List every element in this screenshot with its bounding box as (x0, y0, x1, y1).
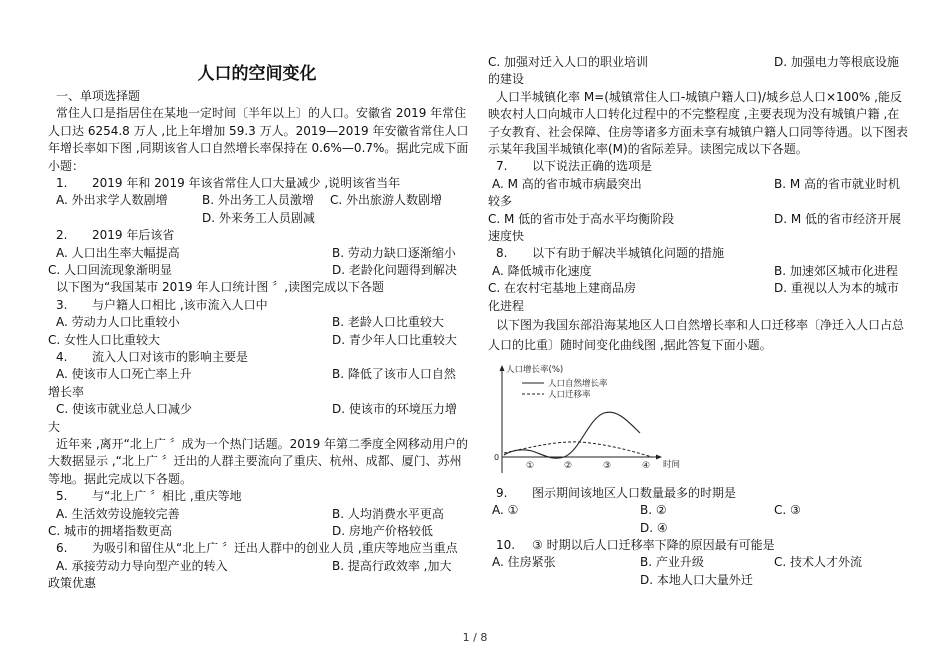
intro-line: 以下图为我国东部沿海某地区人口自然增长率和人口迁移率〔净迁入人口占总 (496, 317, 905, 332)
question-2 (48, 227, 466, 279)
question-number: 8. (496, 246, 508, 261)
question-3 (48, 297, 466, 349)
question-text: 以下有助于解决半城镇化问题的措施 (532, 246, 725, 261)
question-number: 1. (56, 176, 68, 191)
intro-line: 人口达 6254.8 万人 ,比上年增加 59.3 万人。2019—2019 年安徽省常住人口 (48, 123, 469, 138)
question-number: 10. (496, 538, 516, 553)
intro-line: 子女教育、社会保障、住房等诸多方面未享有城镇户籍人口同等待遇。以下图表 (488, 124, 909, 139)
question-5 (48, 488, 466, 540)
option-a[interactable]: A. 使该市人口死亡率上升 (56, 367, 192, 382)
option-b[interactable]: B. 产业升级 (640, 555, 704, 570)
option-c[interactable]: C. 城市的拥堵指数更高 (48, 523, 173, 538)
question-text: 以下说法正确的选项是 (532, 159, 653, 174)
option-d-continued[interactable]: 化进程 (488, 298, 525, 313)
intro-line: 人口半城镇化率 M=(城镇常住人口-城镇户籍人口)/城乡总人口×100% ,能反 (496, 89, 902, 104)
chart-canvas (492, 361, 692, 479)
option-b[interactable]: B. 降低了该市人口自然 (332, 367, 456, 382)
question-text: 与户籍人口相比 ,该市流入人口中 (92, 297, 268, 312)
option-c[interactable]: C. 外出旅游人数剧增 (330, 193, 443, 208)
option-d[interactable]: D. 老龄化问题得到解决 (332, 262, 457, 277)
question-text: 为吸引和留住从“北上广 〞迁出人群中的创业人员 ,重庆等地应当重点 (92, 541, 458, 556)
intro-line: 年增长率如下图 ,同期该省人口自然增长率保持在 0.6%—0.7%。据此完成下面 (48, 141, 469, 156)
section-heading: 一、单项选择题 (56, 89, 141, 103)
option-c[interactable]: C. 使该市就业总人口减少 (56, 402, 193, 417)
right-column (488, 0, 909, 589)
option-a[interactable]: A. 劳动力人口比重较小 (56, 315, 180, 330)
option-c[interactable]: C. M 低的省市处于高水平均衡阶段 (488, 211, 675, 226)
option-d-continued[interactable]: 速度快 (488, 228, 525, 243)
question-text: 2019 年和 2019 年该省常住人口大量减少 ,说明该省当年 (92, 176, 401, 191)
intro-growth-chart (488, 315, 904, 355)
option-a[interactable]: A. 承接劳动力导向型产业的转入 (56, 558, 228, 573)
option-c[interactable]: C. 人口回流现象渐明显 (48, 262, 173, 277)
intro-line: 小题： (48, 158, 85, 173)
option-d[interactable]: D. 青少年人口比重较大 (332, 332, 457, 347)
question-6 (48, 540, 466, 592)
intro-line: 大数据显示 ,“北上广 〞迁出的人群主要流向了重庆、杭州、成都、厦门、苏州 (48, 454, 462, 469)
top-spacer (488, 0, 904, 54)
x-axis-arrow (656, 454, 662, 459)
page-number: 1 / 8 (462, 631, 488, 644)
option-b[interactable]: B. 人均消费水平更高 (332, 506, 444, 521)
question-number: 3. (56, 297, 68, 312)
question-text: 2019 年后该省 (92, 228, 175, 243)
intro-line: 人口的比重〕随时间变化曲线图 ,据此答复下面小题。 (488, 337, 772, 352)
option-a[interactable]: A. 人口出生率大幅提高 (56, 245, 180, 260)
option-a[interactable]: A. 住房紧张 (492, 555, 556, 570)
option-d[interactable]: D. 加强电力等根底设施 (774, 55, 899, 69)
x-axis-label: 时间 (663, 459, 681, 470)
option-a[interactable]: A. 降低城市化速度 (492, 263, 592, 278)
intro-beishangguang (48, 436, 469, 488)
question-text: ③ 时期以后人口迁移率下降的原因最有可能是 (532, 538, 775, 553)
intro-city-statistics: 以下图为“我国某市 2019 年人口统计图 〞,读图完成以下各题 (56, 280, 385, 295)
option-d[interactable]: D. 房地产价格较低 (332, 523, 433, 538)
option-c[interactable]: C. 女性人口比重较大 (48, 332, 161, 347)
option-c[interactable]: C. 加强对迁入人口的职业培训 (488, 55, 649, 69)
question-number: 7. (496, 159, 508, 174)
time-point-2: ② (564, 460, 573, 471)
intro-semi-urbanization (488, 89, 909, 159)
natural-growth-curve (504, 412, 640, 458)
intro-anhui-population (48, 105, 469, 175)
question-number: 9. (496, 485, 508, 500)
intro-line: 等地。据此完成以下各题。 (48, 471, 193, 486)
question-number: 5. (56, 489, 68, 504)
question-text: 与“北上广 〞相比 ,重庆等地 (92, 489, 242, 504)
option-a[interactable]: A. 生活效劳设施较完善 (56, 506, 180, 521)
option-b[interactable]: B. 加速郊区城市化进程 (774, 263, 898, 278)
question-9 (488, 485, 904, 537)
option-a[interactable]: A. M 高的省市城市病最突出 (492, 176, 642, 191)
option-b[interactable]: B. ② (640, 503, 667, 518)
time-point-1: ① (526, 460, 535, 471)
y-axis-label: 人口增长率(%) (506, 364, 564, 375)
option-c[interactable]: C. ③ (774, 503, 801, 518)
option-d[interactable]: D. 重视以人为本的城市 (774, 281, 899, 296)
question-number: 6. (56, 541, 68, 556)
intro-line: 常住人口是指居住在某地一定时间〔半年以上〕的人口。安徽省 2019 年常住 (56, 106, 467, 121)
time-point-4: ④ (642, 460, 651, 471)
question-text: 图示期间该地区人口数量最多的时期是 (532, 485, 737, 500)
intro-line: 映农村人口向城市人口转化过程中的不完整程度 ,主要表现为没有城镇户籍 ,在 (488, 107, 900, 122)
question-6-continued (488, 54, 904, 89)
page-title: 人口的空间变化 (197, 64, 317, 84)
question-1 (48, 175, 466, 227)
option-d[interactable]: D. ④ (640, 520, 668, 535)
option-d[interactable]: D. 本地人口大量外迁 (640, 572, 753, 587)
population-growth-chart (492, 361, 692, 479)
option-a[interactable]: A. 外出求学人数剧增 (56, 193, 168, 208)
time-point-3: ③ (603, 460, 612, 471)
option-c[interactable]: C. 技术人才外流 (774, 555, 863, 570)
y-axis-arrow (500, 365, 505, 371)
intro-line: 近年来 ,离开“北上广 〞成为一个热门话题。2019 年第二季度全网移动用户的 (56, 436, 469, 451)
option-d[interactable]: D. 使该市的环境压力增 (332, 402, 457, 417)
origin-label: 0 (494, 452, 500, 462)
option-b-continued[interactable]: 政策优惠 (48, 576, 97, 591)
option-b[interactable]: B. 外出务工人员激增 (202, 193, 314, 208)
question-8 (488, 245, 904, 315)
option-d[interactable]: D. M 低的省市经济开展 (774, 211, 902, 226)
option-b-continued[interactable]: 较多 (488, 194, 513, 209)
option-d[interactable]: D. 外来务工人员剧减 (202, 210, 315, 225)
option-b[interactable]: B. 提高行政效率 ,加大 (332, 558, 452, 573)
question-7 (488, 158, 904, 245)
option-b-continued[interactable]: 增长率 (48, 384, 85, 399)
question-10 (488, 537, 904, 589)
option-b[interactable]: B. M 高的省市就业时机 (774, 176, 901, 191)
option-b[interactable]: B. 老龄人口比重较大 (332, 315, 444, 330)
legend-natural-label: 人口自然增长率 (548, 378, 608, 389)
option-a[interactable]: A. ① (492, 503, 519, 518)
question-number: 2. (56, 228, 68, 243)
option-c[interactable]: C. 在农村宅基地上建商品房 (488, 281, 637, 296)
intro-line: 示某年我国半城镇化率(M)的省际差异。读图完成以下各题。 (488, 142, 808, 156)
left-column (48, 0, 469, 592)
legend-migration-label: 人口迁移率 (548, 389, 591, 400)
question-text: 流入人口对该市的影响主要是 (92, 349, 249, 364)
option-d-continued[interactable]: 的建设 (488, 72, 525, 87)
option-d-continued[interactable]: 大 (48, 419, 61, 434)
question-number: 4. (56, 349, 68, 364)
option-b[interactable]: B. 劳动力缺口逐渐缩小 (332, 245, 456, 260)
question-4 (48, 349, 466, 436)
